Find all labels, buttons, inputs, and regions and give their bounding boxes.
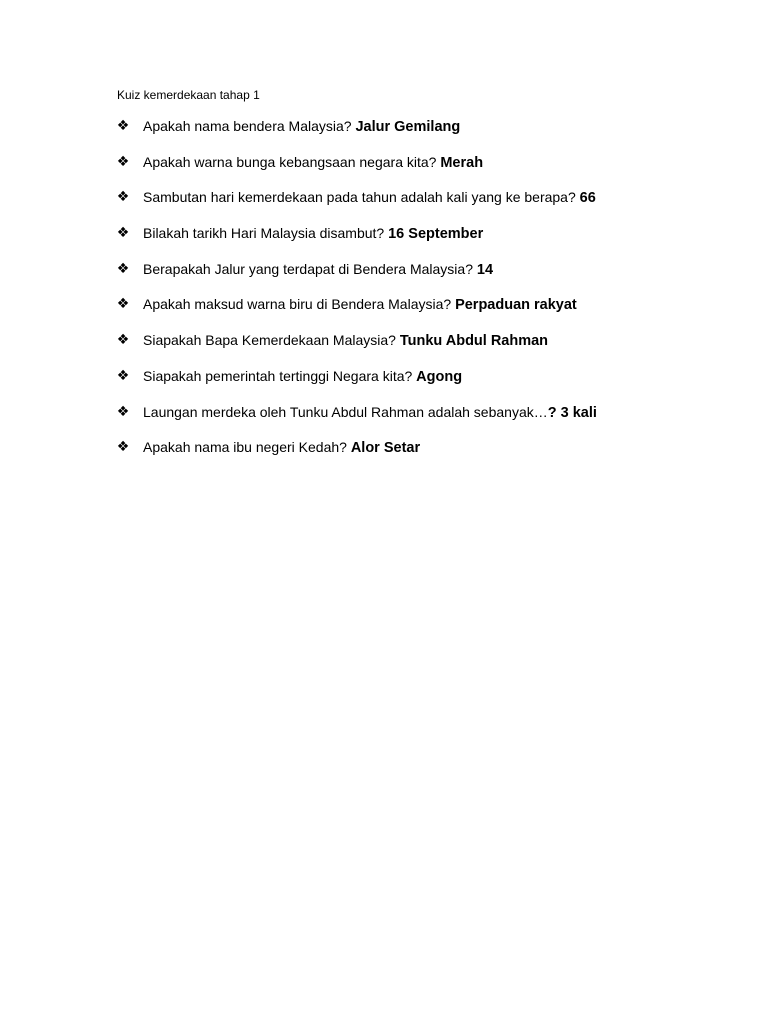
- quiz-question: Sambutan hari kemerdekaan pada tahun adalah kali yang ke berapa?: [143, 189, 580, 206]
- list-item: [0, 153, 768, 189]
- four-diamond-bullet-icon: ❖: [116, 260, 130, 277]
- quiz-answer: 14: [476, 261, 494, 278]
- four-diamond-bullet-icon: ❖: [116, 225, 130, 242]
- four-diamond-bullet-icon: ❖: [116, 296, 130, 313]
- quiz-answer: Merah: [440, 154, 484, 171]
- list-item: [0, 224, 768, 260]
- quiz-answer: Tunku Abdul Rahman: [399, 333, 549, 350]
- list-item: [0, 117, 768, 153]
- quiz-question: Apakah nama ibu negeri Kedah?: [143, 439, 351, 456]
- quiz-answer: ? 3 kali: [547, 404, 597, 421]
- quiz-answer: 16 September: [388, 226, 484, 243]
- quiz-question: Bilakah tarikh Hari Malaysia disambut?: [143, 225, 389, 242]
- quiz-answer: Jalur Gemilang: [355, 119, 461, 135]
- list-item: [0, 367, 768, 403]
- list-item: [0, 188, 768, 224]
- quiz-answer: Perpaduan rakyat: [455, 297, 577, 314]
- list-item: [0, 438, 768, 474]
- list-item: [0, 403, 768, 439]
- list-item: [0, 331, 768, 367]
- four-diamond-bullet-icon: ❖: [116, 189, 130, 206]
- quiz-question: Siapakah pemerintah tertinggi Negara kita?: [143, 367, 417, 384]
- quiz-question: Siapakah Bapa Kemerdekaan Malaysia?: [143, 332, 400, 349]
- quiz-answer: 66: [579, 190, 596, 207]
- quiz-question: Laungan merdeka oleh Tunku Abdul Rahman adalah sebanyak…: [143, 403, 548, 420]
- four-diamond-bullet-icon: ❖: [116, 332, 130, 349]
- quiz-question: Berapakah Jalur yang terdapat di Bendera Malaysia?: [143, 260, 477, 277]
- quiz-answer: Alor Setar: [350, 440, 421, 457]
- quiz-question: Apakah warna bunga kebangsaan negara kita?: [143, 153, 441, 170]
- quiz-question-list: [0, 117, 768, 474]
- document-title: Kuiz kemerdekaan tahap 1: [117, 88, 260, 102]
- list-item: [0, 295, 768, 331]
- quiz-question: Apakah nama bendera Malaysia?: [143, 118, 356, 134]
- list-item: [0, 260, 768, 296]
- quiz-question: Apakah maksud warna biru di Bendera Malaysia?: [143, 296, 456, 313]
- four-diamond-bullet-icon: ❖: [116, 118, 130, 134]
- four-diamond-bullet-icon: ❖: [116, 439, 130, 456]
- four-diamond-bullet-icon: ❖: [116, 403, 130, 420]
- four-diamond-bullet-icon: ❖: [116, 367, 130, 384]
- quiz-answer: Agong: [416, 368, 463, 385]
- four-diamond-bullet-icon: ❖: [116, 153, 130, 170]
